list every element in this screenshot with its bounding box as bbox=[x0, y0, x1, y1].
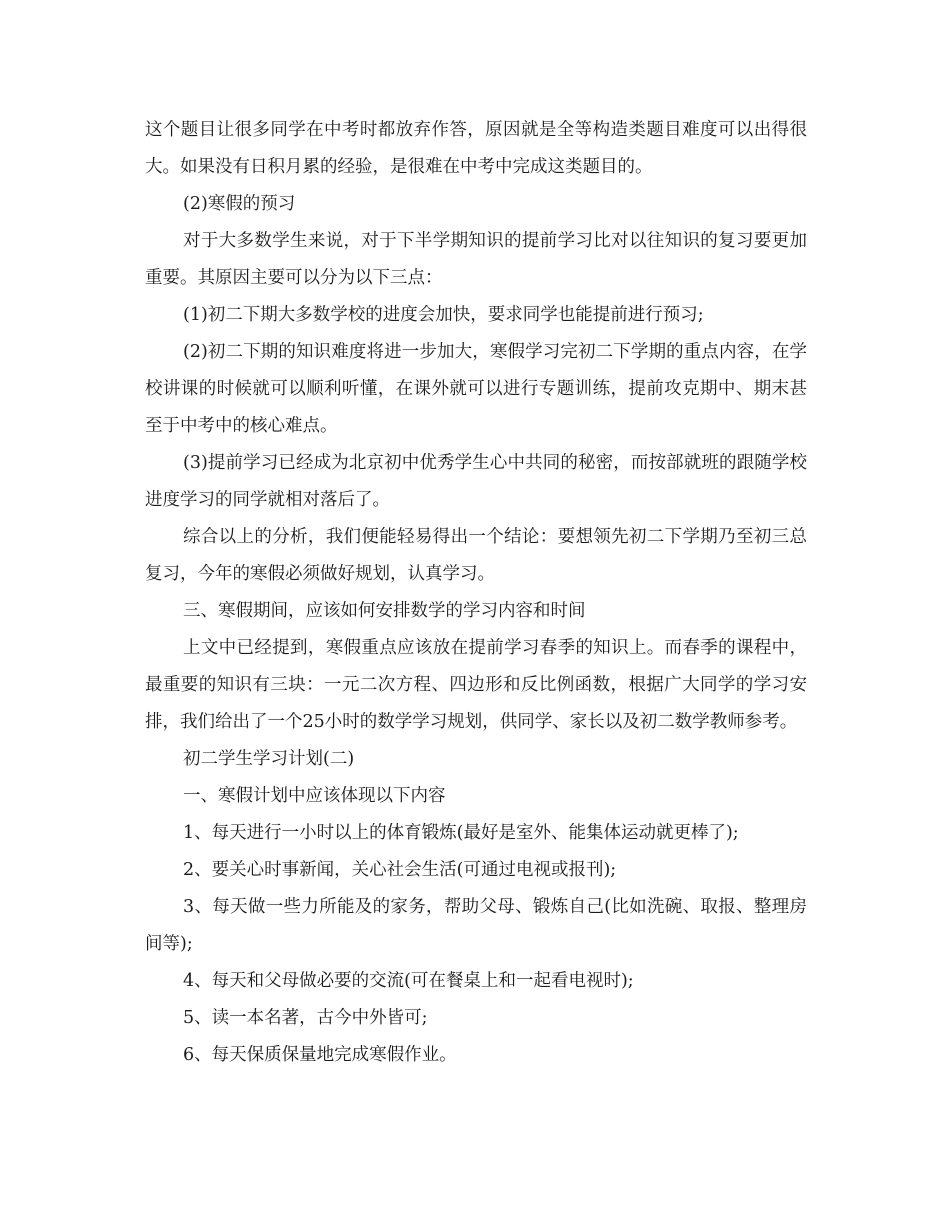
heading-winter-preview: (2)寒假的预习 bbox=[183, 194, 296, 214]
paragraph-study-plan: 上文中已经提到，寒假重点应该放在提前学习春季的知识上。而春季的课程中，最重要的知识有三块：一元二次方程、四边形和反比例函数，根据广大同学的学习安排，我们给出了一个25小时的数学学习规划，供同学、家长以及初二数学教师参考。 bbox=[145, 638, 807, 732]
document-body bbox=[145, 112, 807, 1074]
heading-section-one: 一、寒假计划中应该体现以下内容 bbox=[183, 786, 446, 806]
heading-section-three: 三、寒假期间，应该如何安排数学的学习内容和时间 bbox=[183, 601, 586, 621]
list-item-reason-1: (1)初二下期大多数学校的进度会加快，要求同学也能提前进行预习; bbox=[183, 305, 704, 325]
heading-plan-two: 初二学生学习计划(二) bbox=[183, 749, 355, 769]
list-item-2: 2、要关心时事新闻，关心社会生活(可通过电视或报刊); bbox=[183, 860, 617, 880]
list-item-reason-2: (2)初二下期的知识难度将进一步加大，寒假学习完初二下学期的重点内容，在学校讲课的时候就可以顺利听懂，在课外就可以进行专题训练，提前攻克期中、期末甚至于中考中的核心难点。 bbox=[145, 342, 807, 436]
list-item-5: 5、读一本名著，古今中外皆可; bbox=[183, 1008, 428, 1028]
paragraph-preview-importance: 对于大多数学生来说，对于下半学期知识的提前学习比对以往知识的复习要更加重要。其原因主要可以分为以下三点： bbox=[145, 231, 807, 288]
list-item-3: 3、每天做一些力所能及的家务，帮助父母、锻炼自己(比如洗碗、取报、整理房间等); bbox=[145, 897, 807, 954]
list-item-6: 6、每天保质保量地完成寒假作业。 bbox=[183, 1045, 457, 1065]
paragraph-continuation: 这个题目让很多同学在中考时都放弃作答，原因就是全等构造类题目难度可以出得很大。如果没有日积月累的经验，是很难在中考中完成这类题目的。 bbox=[145, 120, 807, 177]
paragraph-conclusion: 综合以上的分析，我们便能轻易得出一个结论：要想领先初二下学期乃至初三总复习，今年的寒假必须做好规划，认真学习。 bbox=[145, 527, 807, 584]
list-item-4: 4、每天和父母做必要的交流(可在餐桌上和一起看电视时); bbox=[183, 971, 634, 991]
list-item-1: 1、每天进行一小时以上的体育锻炼(最好是室外、能集体运动就更棒了); bbox=[183, 823, 739, 843]
list-item-reason-3: (3)提前学习已经成为北京初中优秀学生心中共同的秘密，而按部就班的跟随学校进度学习的同学就相对落后了。 bbox=[145, 453, 807, 510]
